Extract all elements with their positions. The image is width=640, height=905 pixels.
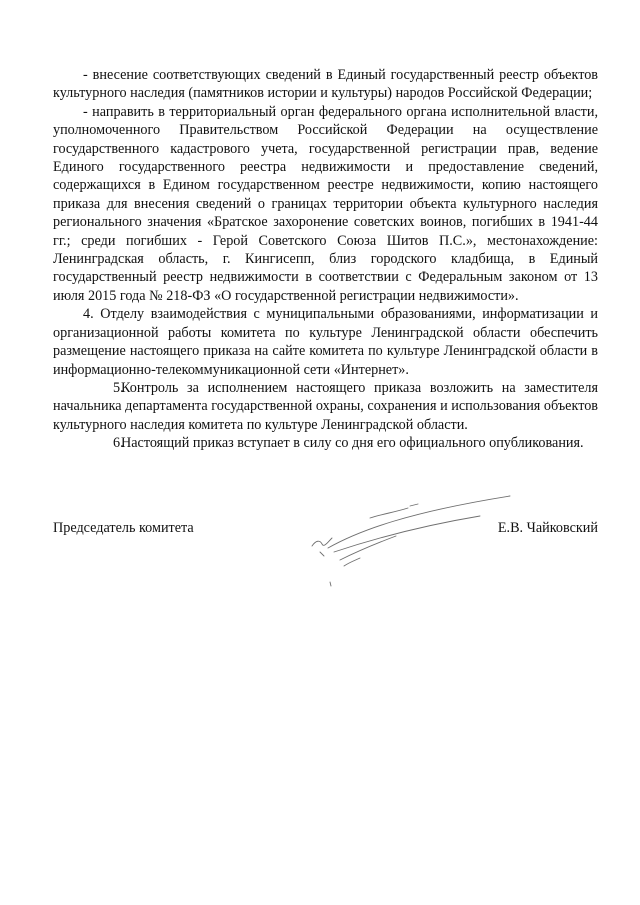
- paragraph-text: 4. Отделу взаимодействия с муниципальными образованиями, информатизации и организационной работы комитета по культуре Ленинградской области обеспечить размещение настоящего приказа на сайте комитета по культуре Ленинградской области в информационно-телекоммуникационной сети «Интернет».: [53, 306, 598, 378]
- paragraph-item-6: [53, 434, 598, 452]
- document-body: [53, 66, 598, 453]
- paragraph-number: 6.: [113, 435, 124, 452]
- paragraph-text: - направить в территориальный орган федерального органа исполнительной власти, уполномоченного Правительством Российской Федерации на осуществление государственного кадастрового учета, государственной регистрации прав, ведение Единого государственного реестра недвижимости и предоставление сведений, содержащихся в Едином государственном реестре недвижимости, копию настоящего приказа для внесения сведений о границах территории объекта культурного наследия регионального значения «Братское захоронение советских воинов, погибших в 1941-44 гг.; среди погибших - Герой Советского Союза Шитов П.С.», местонахождение: Ленинградская область, г. Кингисепп, близ городского кладбища, в Единый государственный реестр недвижимости в соответствии с Федеральным законом от 13 июля 2015 года № 218-ФЗ «О государственной регистрации недвижимости».: [53, 103, 598, 304]
- paragraph-text: - внесение соответствующих сведений в Единый государственный реестр объектов культурного наследия (памятников истории и культуры) народов Российской Федерации;: [53, 67, 598, 102]
- paragraph-text: Контроль за исполнением настоящего приказа возложить на заместителя начальника департамента государственной охраны, сохранения и использования объектов культурного наследия комитета по культуре Ленинградской области.: [53, 379, 598, 433]
- paragraph-item-5: [53, 379, 598, 434]
- signatory-name: Е.В. Чайковский: [497, 520, 598, 536]
- paragraph-item-4: [53, 305, 598, 379]
- handwritten-signature: [300, 490, 530, 590]
- paragraph-text: Настоящий приказ вступает в силу со дня его официального опубликования.: [121, 435, 584, 452]
- paragraph-send-copy: [53, 103, 598, 305]
- paragraph-number: 5.: [113, 379, 124, 396]
- paragraph-register-entry: [53, 66, 598, 103]
- signatory-title: Председатель комитета: [53, 520, 194, 536]
